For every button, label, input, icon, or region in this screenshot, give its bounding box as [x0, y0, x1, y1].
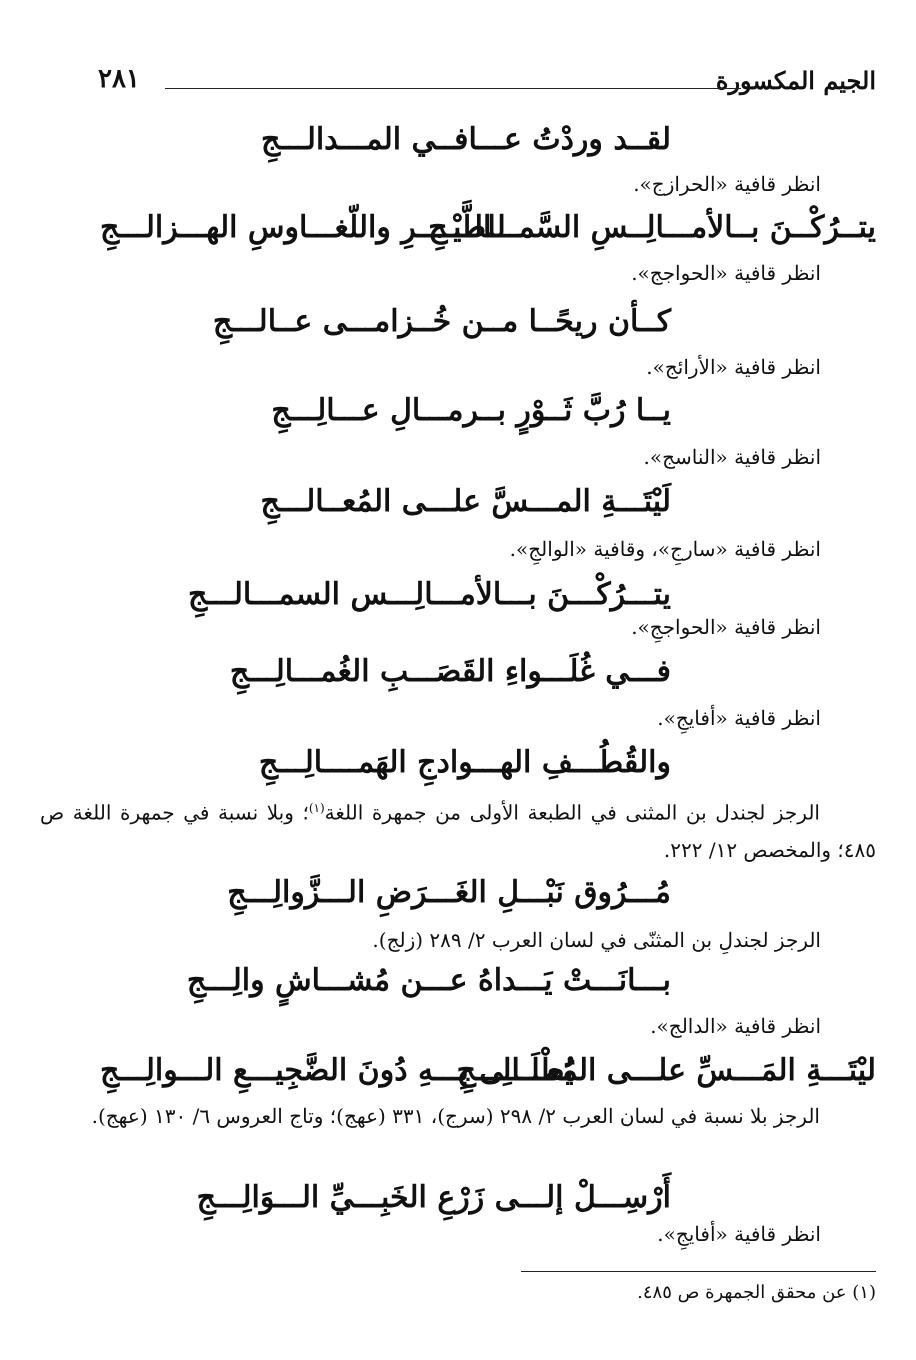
- cross-reference-note: انظر قافية «الأرائج».: [646, 355, 821, 379]
- verse-line: أَرْسِـــلْ إلـــى زَرْعِ الخَبِـــيِّ الـــوَالِـــجِ: [196, 1180, 671, 1215]
- cross-reference-note: انظر قافية «سارجِ»، وقافية «الوالجِ».: [509, 537, 821, 561]
- source-citation: الرجز لجندلِ بن المثنّى في لسان العرب ٢/ ٢٨٩ (زلج).: [372, 928, 821, 952]
- source-citation-paragraph: الرجز بلا نسبة في لسان العرب ٢/ ٢٩٨ (سرج)، ٣٣١ (عهج)؛ وتاج العروس ٦/ ١٣٠ (عهج).: [91, 1104, 820, 1128]
- verse-line: مُـــرُوق نَبْـــلِ الغَـــرَضِ الـــزَّوالِـــجِ: [227, 875, 671, 910]
- verse-hemistich-right: ليْتَـــةِ المَـــسِّ علـــى المُعـــالِـــجِ: [456, 1053, 876, 1088]
- cross-reference-note: انظر قافية «أفايجِ».: [657, 706, 821, 730]
- footnote: (١) عن محقق الجمهرة ص ٤٨٥.: [637, 1282, 876, 1303]
- verse-line: لقــد وردْتُ عـــافــي المـــدالـــجِ: [260, 122, 671, 157]
- citation-text: الرجز لجندل بن المثنى في الطبعة الأولى من جمهرة اللغة: [324, 800, 820, 825]
- verse-line: يتـــرُكْـــنَ بـــالأمـــالِـــس السمـــالـــجِ: [188, 577, 671, 612]
- header-rule: [165, 88, 741, 89]
- verse-line: فـــي غُلَـــواءِ القَصَـــبِ الغُمـــالِـــجِ: [229, 654, 671, 689]
- page-number: ٢٨١: [98, 64, 140, 94]
- cross-reference-note: انظر قافية «الحرازج».: [633, 172, 821, 196]
- cross-reference-note: انظر قافية «الناسج».: [643, 445, 821, 469]
- verse-hemistich-right: يتــرُكْــنَ بــالأمـــالِــسِ السَّمـــالـــجِ: [428, 210, 876, 245]
- cross-reference-note: انظر قافية «الدالج».: [650, 1014, 821, 1038]
- footnote-marker: (١): [308, 801, 325, 815]
- running-header-title: الجيم المكسورة: [715, 66, 876, 95]
- verse-line: لَيْتَـــةِ المـــسَّ علـــى المُعــالـــجِ: [260, 484, 671, 519]
- cross-reference-note: انظر قافية «الحواجج».: [631, 261, 821, 285]
- verse-line: يــا رُبَّ ثَــوْرٍ بــرمـــالِ عـــالِـــجِ: [271, 393, 671, 428]
- verse-line: كــأن ريحًــا مــن خُــزامـــى عــالـــجِ: [212, 304, 671, 339]
- verse-hemistich-left: يُطْلَـــى بِـــهِ دُونَ الضَّجِيـــعِ الـــوالِـــجِ: [100, 1053, 574, 1088]
- citation-text-continued: ؛ وبلا نسبة في جمهرة اللغة ص ٤٨٥؛ والمخصص ١٢/ ٢٢٢.: [40, 800, 876, 862]
- verse-line: بـــانَـــتْ يَـــداهُ عـــن مُشـــاشٍ والِـــجِ: [186, 963, 671, 998]
- cross-reference-note: انظر قافية «أفايجِ».: [657, 1222, 821, 1246]
- footnote-rule: [521, 1271, 876, 1272]
- verse-hemistich-left: للطَّيْــــرِ واللّغـــاوسِ الهـــزالـــجِ: [100, 210, 506, 245]
- source-citation-paragraph: [40, 790, 876, 869]
- verse-line: والقُطُـــفِ الهـــوادجِ الهَمــــالِـــجِ: [258, 745, 671, 780]
- cross-reference-note: انظر قافية «الحواججِ».: [631, 615, 821, 639]
